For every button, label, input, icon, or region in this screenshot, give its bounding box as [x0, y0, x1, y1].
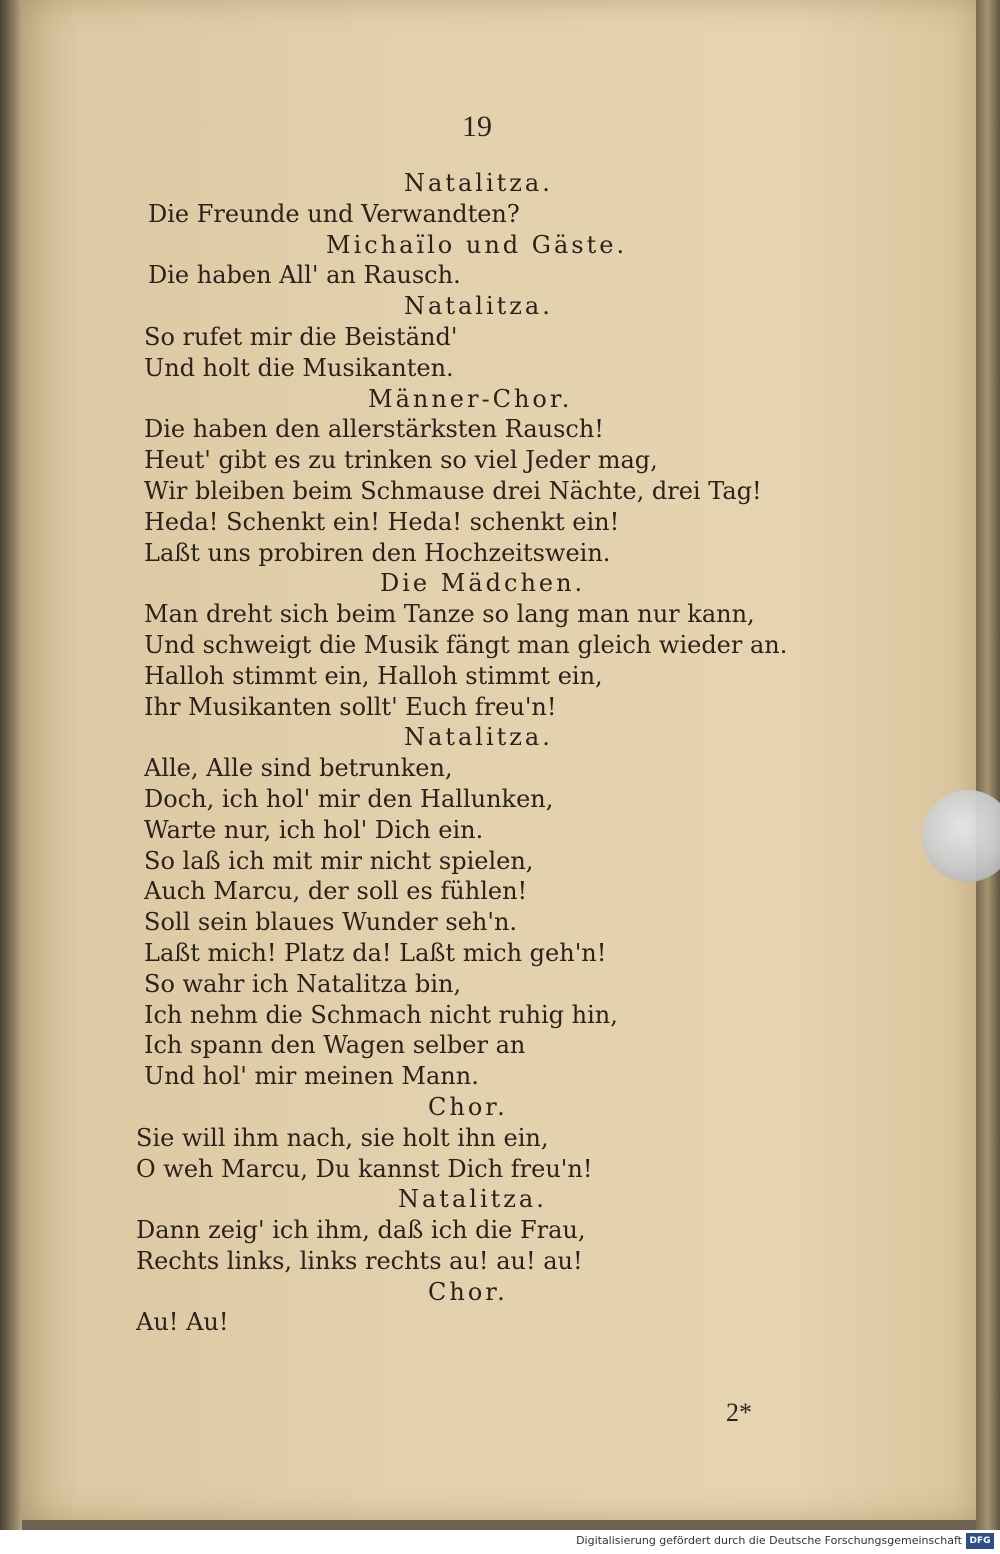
footer-credit: Digitalisierung gefördert durch die Deutsche Forschungsgemeinschaft	[576, 1534, 962, 1547]
book-right-edge	[976, 0, 1000, 1530]
text-line: Heda! Schenkt ein! Heda! schenkt ein!	[144, 507, 620, 536]
text-line: Laßt mich! Platz da! Laßt mich geh'n!	[144, 938, 607, 967]
text-line: Alle, Alle sind betrunken,	[144, 754, 453, 783]
text-line: Laßt uns probiren den Hochzeitswein.	[144, 538, 611, 567]
text-line: Und holt die Musikanten.	[144, 353, 454, 382]
text-line: Auch Marcu, der soll es fühlen!	[144, 877, 528, 906]
text-line: Und hol' mir meinen Mann.	[144, 1062, 479, 1091]
speaker-heading: Natalitza.	[404, 723, 553, 752]
text-line: Au! Au!	[136, 1308, 229, 1337]
text-line: Doch, ich hol' mir den Hallunken,	[144, 784, 554, 813]
speaker-heading: Michaïlo und Gäste.	[326, 230, 628, 259]
text-line: Warte nur, ich hol' Dich ein.	[144, 815, 484, 844]
speaker-heading: Die Mädchen.	[380, 569, 586, 598]
speaker-heading: Natalitza.	[404, 292, 553, 321]
signature-mark: 2*	[726, 1398, 752, 1427]
text-line: Man dreht sich beim Tanze so lang man nur kann,	[144, 600, 755, 629]
dfg-logo: DFG	[966, 1533, 994, 1549]
text-line: Heut' gibt es zu trinken so viel Jeder mag,	[144, 446, 658, 475]
text-line: Wir bleiben beim Schmause drei Nächte, drei Tag!	[144, 476, 762, 505]
footer-bar	[0, 1530, 1000, 1554]
speaker-heading: Chor.	[428, 1092, 508, 1121]
text-line: So laß ich mit mir nicht spielen,	[144, 846, 534, 875]
speaker-heading: Chor.	[428, 1277, 508, 1306]
book-left-edge	[0, 0, 22, 1530]
text-line: Dann zeig' ich ihm, daß ich die Frau,	[136, 1216, 586, 1245]
text-line: Die haben den allerstärksten Rausch!	[144, 415, 604, 444]
text-line: Ich nehm die Schmach nicht ruhig hin,	[144, 1000, 618, 1029]
text-line: Die haben All' an Rausch.	[148, 261, 461, 290]
speaker-heading: Natalitza.	[404, 169, 553, 197]
text-line: Rechts links, links rechts au! au! au!	[136, 1246, 583, 1275]
text-line: Ihr Musikanten sollt' Euch freu'n!	[144, 692, 557, 721]
speaker-heading: Natalitza.	[398, 1185, 547, 1214]
text-line: Die Freunde und Verwandten?	[148, 199, 520, 228]
text-line: So wahr ich Natalitza bin,	[144, 969, 462, 998]
text-line: O weh Marcu, Du kannst Dich freu'n!	[136, 1154, 593, 1183]
text-line: Halloh stimmt ein, Halloh stimmt ein,	[144, 661, 603, 690]
text-line: Ich spann den Wagen selber an	[144, 1031, 526, 1060]
text-line: Soll sein blaues Wunder seh'n.	[144, 908, 518, 937]
page-text	[136, 168, 856, 1338]
page-number: 19	[462, 110, 492, 143]
text-line: Und schweigt die Musik fängt man gleich wieder an.	[144, 630, 788, 659]
speaker-heading: Männer-Chor.	[368, 384, 573, 413]
text-line: Sie will ihm nach, sie holt ihn ein,	[136, 1123, 549, 1152]
text-line: So rufet mir die Beiständ'	[144, 322, 458, 351]
